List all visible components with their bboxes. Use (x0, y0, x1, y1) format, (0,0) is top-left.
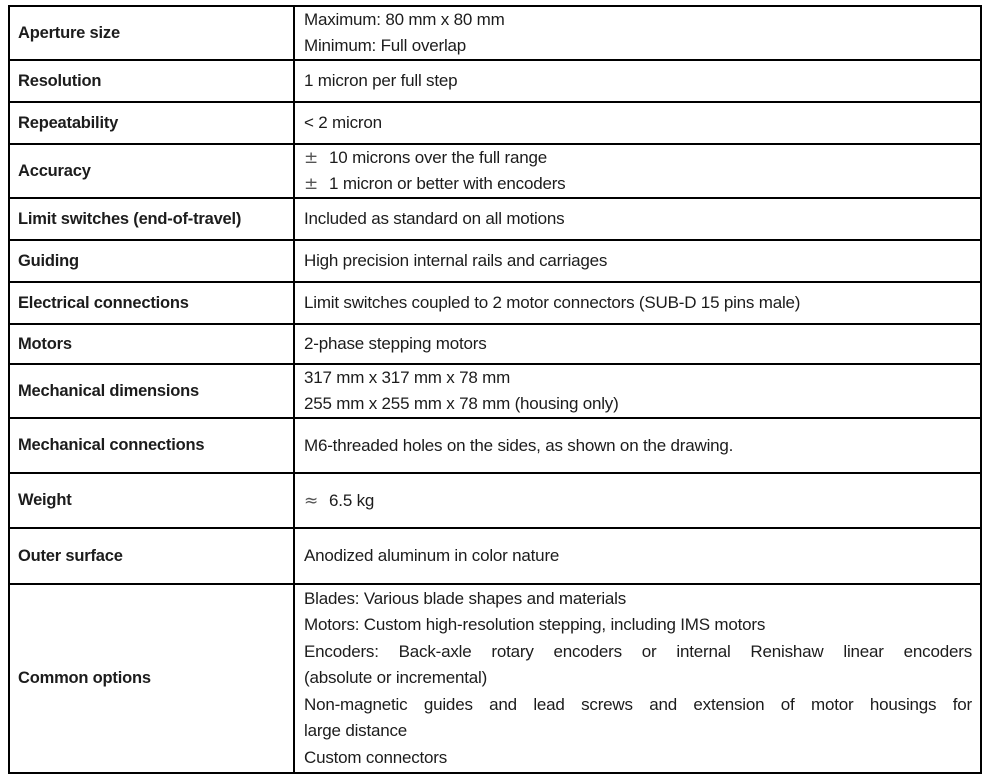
spec-value-line: High precision internal rails and carriages (304, 251, 608, 270)
spec-value (295, 585, 980, 772)
table-row (10, 103, 980, 145)
spec-value-line: 1 micron per full step (304, 71, 458, 90)
table-row (10, 365, 980, 419)
spec-value-line: Motors: Custom high-resolution stepping, including IMS motors (304, 615, 766, 635)
specification-table (8, 5, 982, 774)
spec-value-line: Encoders: Back-axle rotary encoders or internal Renishaw linear encoders (304, 641, 972, 661)
table-row (10, 241, 980, 283)
spec-label: Aperture size (10, 7, 295, 59)
spec-value (295, 103, 980, 143)
spec-value-line: (absolute or incremental) (304, 668, 488, 688)
spec-label: Repeatability (10, 103, 295, 143)
table-row (10, 199, 980, 241)
spec-label: Common options (10, 585, 295, 772)
table-row (10, 419, 980, 474)
spec-label: Electrical connections (10, 283, 295, 323)
spec-label: Weight (10, 474, 295, 527)
spec-value-line: ± 1 micron or better with encoders (304, 174, 566, 194)
spec-value-line: Non-magnetic guides and lead screws and extension of motor housings for (304, 694, 972, 714)
spec-value-line: ± 10 microns over the full range (304, 148, 547, 168)
spec-value-line: 2-phase stepping motors (304, 334, 487, 353)
spec-value (295, 145, 980, 197)
spec-value-line: < 2 micron (304, 113, 382, 132)
spec-value (295, 7, 980, 59)
spec-label: Mechanical connections (10, 419, 295, 472)
spec-value-line: Minimum: Full overlap (304, 36, 467, 55)
spec-value (295, 325, 980, 363)
spec-value-line: Blades: Various blade shapes and materials (304, 588, 627, 608)
table-row (10, 529, 980, 585)
spec-value (295, 474, 980, 527)
spec-value-line: Custom connectors (304, 747, 448, 767)
spec-value (295, 61, 980, 101)
spec-label: Guiding (10, 241, 295, 281)
spec-value-line: 255 mm x 255 mm x 78 mm (housing only) (304, 394, 619, 413)
spec-value-line: M6-threaded holes on the sides, as shown on the drawing. (304, 435, 734, 455)
spec-label: Outer surface (10, 529, 295, 583)
spec-value-line: Maximum: 80 mm x 80 mm (304, 10, 505, 29)
spec-label: Resolution (10, 61, 295, 101)
spec-value (295, 419, 980, 472)
table-row (10, 61, 980, 103)
spec-value-line: Limit switches coupled to 2 motor connectors (SUB-D 15 pins male) (304, 293, 801, 312)
spec-value (295, 529, 980, 583)
spec-value-line: Anodized aluminum in color nature (304, 546, 560, 565)
spec-value-line: Included as standard on all motions (304, 209, 565, 228)
spec-label: Limit switches (end-of-travel) (10, 199, 295, 239)
spec-value (295, 199, 980, 239)
spec-value (295, 241, 980, 281)
spec-label: Motors (10, 325, 295, 363)
spec-value-line: ≈ 6.5 kg (304, 490, 375, 511)
table-row (10, 325, 980, 365)
table-row (10, 145, 980, 199)
spec-value-line: large distance (304, 721, 408, 741)
spec-value (295, 283, 980, 323)
plus-minus-symbol: ± (304, 148, 319, 168)
spec-label: Accuracy (10, 145, 295, 197)
table-row (10, 283, 980, 325)
table-row (10, 7, 980, 61)
table-row (10, 585, 980, 772)
approx-symbol: ≈ (304, 490, 319, 511)
plus-minus-symbol: ± (304, 174, 319, 194)
spec-label: Mechanical dimensions (10, 365, 295, 417)
table-row (10, 474, 980, 529)
spec-value-line: 317 mm x 317 mm x 78 mm (304, 368, 511, 387)
spec-value (295, 365, 980, 417)
